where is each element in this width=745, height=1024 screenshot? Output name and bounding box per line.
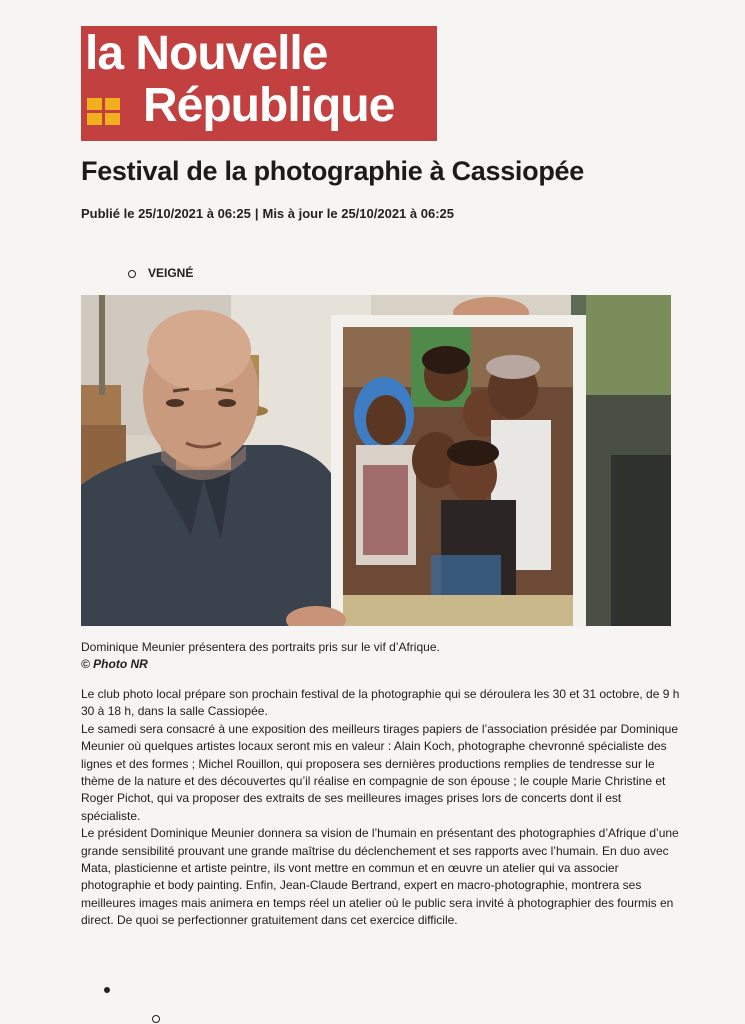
updated-date: Mis à jour le 25/10/2021 à 06:25 (262, 206, 454, 221)
photo-caption: Dominique Meunier présentera des portraits pris sur le vif d’Afrique. (81, 640, 440, 654)
paragraph: Le club photo local prépare son prochain festival de la photographie qui se déroulera les 30 et 31 octobre, de 9 h 30 à 18 h, dans la salle Cassiopée. (81, 687, 680, 719)
article-photo[interactable] (81, 295, 671, 626)
circle-bullet-icon (128, 270, 136, 278)
logo-line-1: la Nouvelle (85, 27, 328, 80)
paragraph: Le président Dominique Meunier donnera sa vision de l’humain en présentant des photographies d’Afrique d’une grande sensibilité prouvant une grande maîtrise du déclenchement et ses rapports avec l’humain. En duo avec Mata, plasticienne et artiste peintre, ils vont mettre en commun et en œuvre un atelier qui va associer photographie et body painting. Enfin, Jean-Claude Bertrand, expert en macro-photographie, montrera ses meilleures images mais animera en temps réel un atelier où le public sera invité à photographier des fourmis en direct. De quoi se perfectionner gratuitement dans cet exercice difficile. (81, 826, 679, 928)
newspaper-logo[interactable] (81, 26, 437, 141)
paragraph: Le samedi sera consacré à une exposition des meilleurs tirages papiers de l’association présidée par Dominique Meunier où quelques artistes locaux seront mis en valeur : Alain Koch, photographe chevronné spécialiste des lignes et des formes ; Michel Rouillon, qui proposera ses dernières productions remplies de tendresse sur le thème de la nature et des découvertes qu’il réalise en compagnie de son épouse ; le couple Marie Christine et Roger Pichot, qui va proposer des extraits de ses meilleures images prises lors de concerts dont il est spécialiste. (81, 721, 678, 823)
location-tag[interactable] (128, 266, 193, 280)
logo-mark-icon (87, 98, 121, 126)
photo-caption-block (81, 640, 681, 671)
photo-credit: © Photo NR (81, 657, 148, 671)
location-tag-label: VEIGNÉ (148, 266, 194, 280)
photo-illustration (81, 295, 671, 626)
date-separator: | (254, 206, 259, 221)
article-body (81, 686, 681, 930)
logo-line-2: République (143, 79, 395, 132)
article-title: Festival de la photographie à Cassiopée (81, 156, 584, 186)
published-date: Publié le 25/10/2021 à 06:25 (81, 206, 251, 221)
circle-bullet-icon (152, 1015, 160, 1023)
publication-info (81, 206, 454, 221)
list-bullet-icon (104, 987, 110, 993)
